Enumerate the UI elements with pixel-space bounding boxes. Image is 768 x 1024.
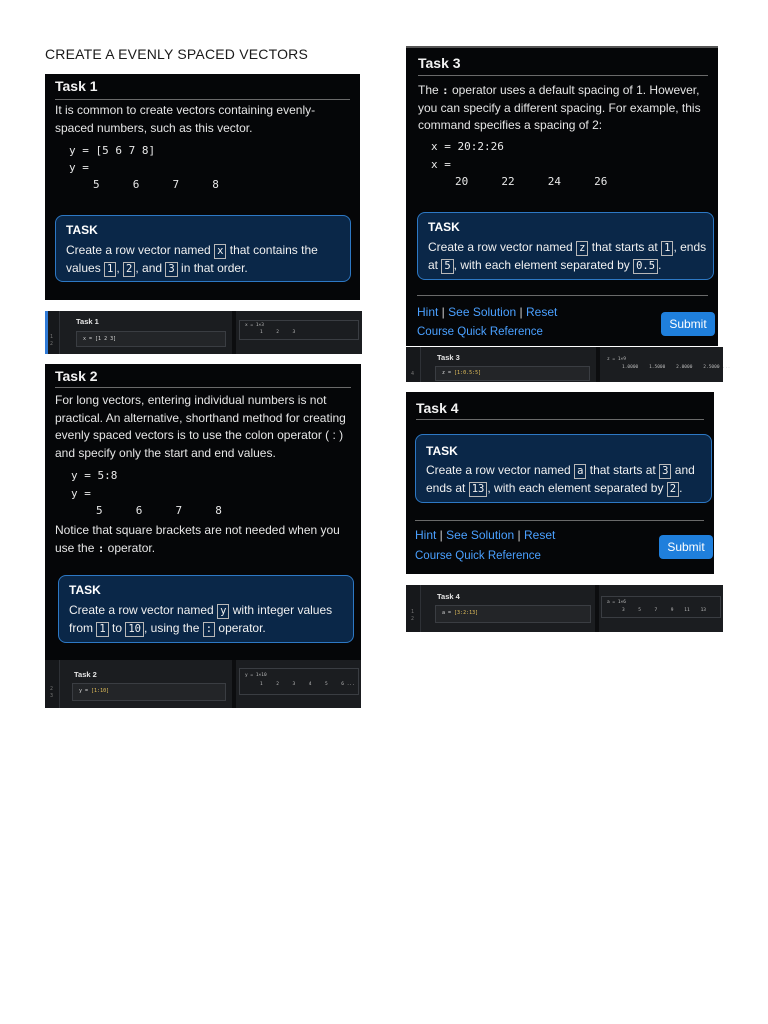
task2-code-line1: y = 5:8 [71,469,118,482]
divider [55,99,350,100]
task1-code-line2: y = [69,161,89,174]
var-highlight: x [214,244,226,259]
task3-code-line1: x = 20:2:26 [431,140,504,153]
task2-editor-screenshot: 2 3 Task 2 y = [1:10] y = 1×10 1 2 3 4 5 6 ... [45,660,361,708]
task2-note: Notice that square brackets are not needed when you use the : operator. [55,523,340,555]
task-heading: TASK [428,220,460,234]
task1-code-line1: y = [5 6 7 8] [69,144,156,157]
editor-title: Task 2 [74,670,97,679]
divider [416,419,704,420]
editor-title: Task 4 [437,592,460,601]
value-highlight: 5 [441,259,453,274]
reset-link[interactable]: Reset [526,305,558,319]
editor-title: Task 3 [437,353,460,362]
see-solution-link[interactable]: See Solution [446,528,515,542]
value-highlight: 1 [104,262,116,277]
page-title: CREATE A EVENLY SPACED VECTORS [45,46,309,62]
task2-instructions: Create a row vector named y with integer values from 1 to 10 , using the : operator. [69,603,333,635]
see-solution-link[interactable]: See Solution [448,305,517,319]
task1-intro: It is common to create vectors containing evenly-spaced numbers, such as this vector. [55,103,316,135]
operator-highlight: : [203,622,215,637]
var-highlight: a [574,464,586,479]
task1-title: Task 1 [55,78,98,94]
task3-task-box [417,212,714,280]
task2-intro: For long vectors, entering individual numbers is not practical. An alternative, shorthand method for creating evenly spaced vectors is to use the colon operator ( : ) and specify only the start and end values. [55,393,346,460]
task3-panel [406,46,718,346]
task-heading: TASK [69,583,101,597]
task3-code-output: 20 22 24 26 [455,175,608,188]
divider [55,387,351,388]
task2-title: Task 2 [55,368,98,384]
task4-panel [406,392,714,574]
value-highlight: 1 [96,622,108,637]
value-highlight: 10 [125,622,144,637]
submit-button[interactable]: Submit [661,312,715,336]
value-highlight: 3 [659,464,671,479]
task3-editor-screenshot: 4 Task 3 z = [1:0.5:5] z = 1×9 1.0000 1.5000 2.0000 2.5000 ... [406,347,723,382]
divider [418,75,708,76]
task4-task-box [415,434,712,503]
editor-output: y = 1×10 1 2 3 4 5 6 ... [239,668,359,695]
task4-links: Hint | See Solution | Reset [415,528,556,542]
task2-code-output: 5 6 7 8 [96,504,222,517]
editor-code-line[interactable]: z = [1:0.5:5] [435,366,590,381]
value-highlight: 13 [469,482,488,497]
task3-instructions: Create a row vector named z that starts at 1 , ends at 5 , with each element separated by 0.5 . [428,240,707,272]
task4-instructions: Create a row vector named a that starts at 3 and ends at 13 , with each element separated by 2 . [426,463,695,495]
task1-code-output: 5 6 7 8 [93,178,219,191]
task3-code-line2: x = [431,158,451,171]
editor-code-line[interactable]: x = [1 2 3] [76,331,226,347]
editor-output: a = 1×6 3 5 7 9 11 13 [601,596,721,618]
task3-intro: The : operator uses a default spacing of 1. However, you can specify a different spacing. For example, this command specifies a spacing of 2: [418,83,701,132]
task4-editor-screenshot: 1 2 Task 4 a = [3:2:13] a = 1×6 3 5 7 9 11 13 [406,585,723,632]
task3-links: Hint | See Solution | Reset [417,305,558,319]
task1-editor-screenshot: 1 2 Task 1 x = [1 2 3] x = 1×3 1 2 3 [45,311,362,354]
submit-button[interactable]: Submit [659,535,713,559]
editor-output: z = 1×9 1.0000 1.5000 2.0000 2.5000 ... [602,351,722,379]
var-highlight: z [576,241,588,256]
task2-panel [45,364,361,660]
value-highlight: 3 [165,262,177,277]
course-reference-link[interactable]: Course Quick Reference [417,326,543,338]
task2-code-line2: y = [71,487,91,500]
reset-link[interactable]: Reset [524,528,556,542]
task4-title: Task 4 [416,400,459,416]
task-heading: TASK [66,223,98,237]
var-highlight: y [217,604,229,619]
value-highlight: 1 [661,241,673,256]
hint-link[interactable]: Hint [417,305,439,319]
task1-task-box [55,215,351,282]
divider [415,520,704,521]
editor-title: Task 1 [76,317,99,326]
value-highlight: 2 [667,482,679,497]
editor-output: x = 1×3 1 2 3 [239,320,359,340]
hint-link[interactable]: Hint [415,528,437,542]
task3-title: Task 3 [418,55,461,71]
value-highlight: 0.5 [633,259,658,274]
task-heading: TASK [426,444,458,458]
task2-task-box [58,575,354,643]
task1-instructions: Create a row vector named x that contains the values 1 , 2 , and 3 in that order. [66,243,318,275]
editor-code-line[interactable]: a = [3:2:13] [435,605,591,623]
course-reference-link[interactable]: Course Quick Reference [415,550,541,562]
divider [417,295,708,296]
task1-panel [45,74,360,300]
editor-code-line[interactable]: y = [1:10] [72,683,226,701]
value-highlight: 2 [123,262,135,277]
